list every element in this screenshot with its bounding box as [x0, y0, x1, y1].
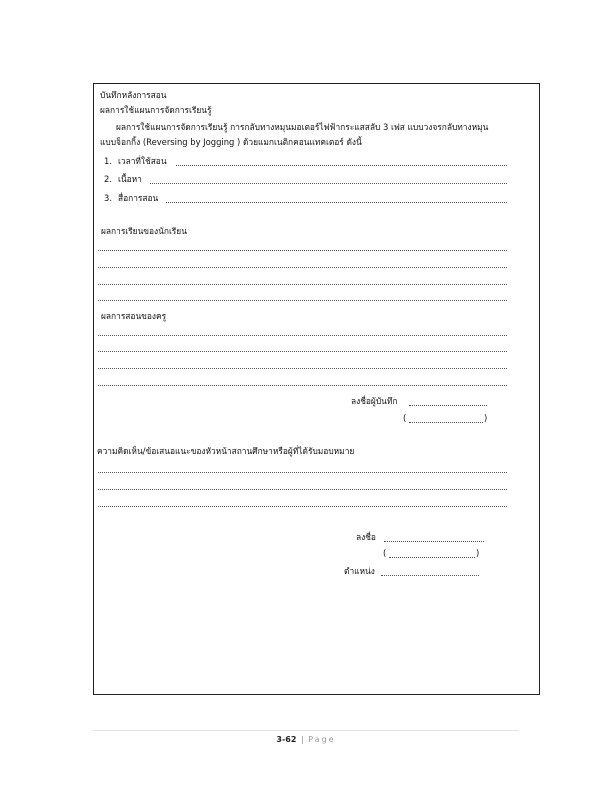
approver-sign-label: ลงชื่อ [356, 532, 376, 542]
approver-sign-line[interactable] [384, 541, 484, 542]
student-result-line-3[interactable] [98, 284, 507, 285]
recorder-paren-open: ( [403, 413, 407, 423]
opinion-line-2[interactable] [98, 489, 507, 490]
approver-position-label: ตำแหน่ง [344, 566, 375, 576]
plan-description-line-1: ผลการใช้แผนการจัดการเรียนรู้ การกลับทางหมุนมอเตอร์ไฟฟ้ากระแสสลับ 3 เฟส แบบวงจรกลับทางหมุน [116, 122, 489, 132]
approver-paren-close: ) [476, 548, 480, 558]
recorder-sign-label: ลงชื่อผู้บันทึก [351, 396, 398, 406]
form-heading: บันทึกหลังการสอน [100, 90, 167, 100]
student-result-line-2[interactable] [98, 267, 507, 268]
teacher-result-line-4[interactable] [98, 385, 507, 386]
teacher-result-heading: ผลการสอนของครู [101, 311, 167, 321]
footer-separator: | [300, 735, 304, 744]
item-2-label: เนื้อหา [118, 174, 142, 184]
plan-result-heading: ผลการใช้แผนการจัดการเรียนรู้ [100, 105, 212, 115]
approver-paren-open: ( [383, 548, 387, 558]
opinion-line-3[interactable] [98, 506, 507, 507]
student-result-line-1[interactable] [98, 250, 507, 251]
item-1-label: เวลาที่ใช้สอน [118, 156, 167, 166]
footer-divider [93, 730, 519, 731]
approver-position-line[interactable] [381, 575, 479, 576]
student-result-line-4[interactable] [98, 300, 507, 301]
page-footer [0, 734, 612, 745]
item-1-number: 1. [104, 156, 112, 166]
item-2-fill-line[interactable] [150, 183, 507, 184]
student-result-heading: ผลการเรียนของนักเรียน [101, 226, 187, 236]
approver-name-line[interactable] [389, 557, 475, 558]
page-word: Page [308, 735, 336, 744]
item-1-fill-line[interactable] [176, 165, 507, 166]
recorder-paren-close: ) [484, 413, 488, 423]
teacher-result-line-1[interactable] [98, 335, 507, 336]
recorder-name-line[interactable] [409, 422, 483, 423]
item-2-number: 2. [104, 174, 112, 184]
recorder-sign-line[interactable] [409, 405, 487, 406]
page-number: 3-62 [276, 735, 297, 744]
opinion-heading: ความคิดเห็น/ข้อเสนอแนะของหัวหน้าสถานศึกษาหรือผู้ที่ได้รับมอบหมาย [97, 446, 355, 456]
plan-description-line-2: แบบจ็อกกิ้ง (Reversing by Jogging ) ด้วยแมกเนติกคอนแทคเตอร์ ดังนี้ [100, 137, 362, 147]
item-3-label: สื่อการสอน [118, 193, 159, 203]
form-frame [93, 83, 540, 695]
item-3-number: 3. [104, 193, 112, 203]
item-3-fill-line[interactable] [166, 202, 507, 203]
opinion-line-1[interactable] [98, 472, 507, 473]
teacher-result-line-2[interactable] [98, 351, 507, 352]
teacher-result-line-3[interactable] [98, 368, 507, 369]
